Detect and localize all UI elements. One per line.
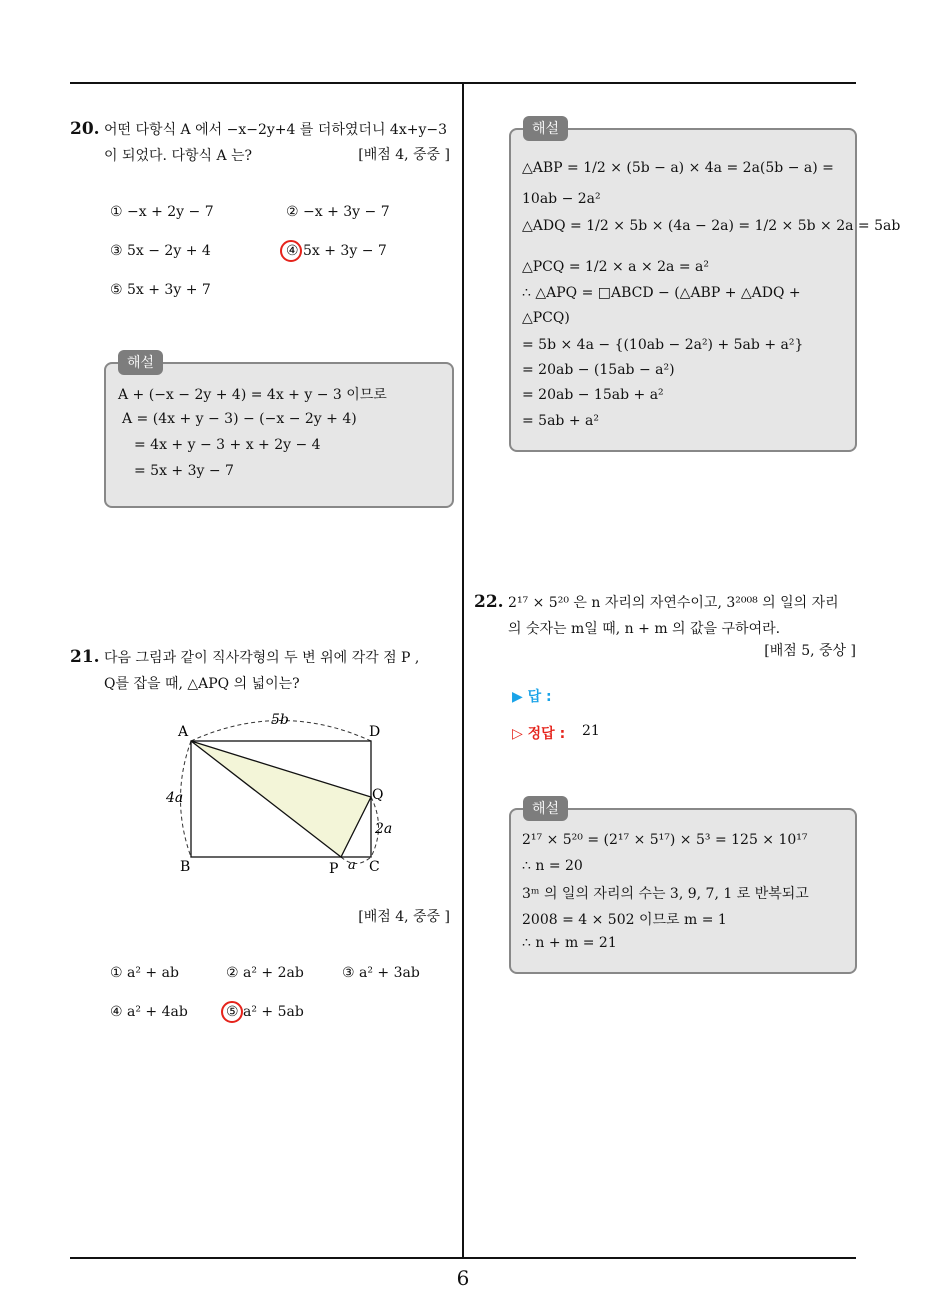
label-right-length: 2a — [375, 821, 393, 837]
label-q: Q — [372, 787, 384, 803]
q21-number: 21. — [70, 647, 100, 667]
q22-line1: 2¹⁷ × 5²⁰ 은 n 자리의 자연수이고, 3²⁰⁰⁸ 의 일의 자리 — [508, 595, 839, 611]
q21-solution-line: △ABP = 1/2 × (5b − a) × 4a = 2a(5b − a) = — [522, 160, 834, 176]
q21-choice-4[interactable]: ④ a² + 4ab — [110, 1004, 188, 1020]
q20-solution-line: = 4x + y − 3 + x + 2y − 4 — [134, 437, 321, 453]
q22-line2: 의 숫자는 m일 때, n + m 의 값을 구하여라. — [508, 621, 781, 637]
label-top-length: 5b — [271, 712, 289, 728]
label-left-length: 4a — [166, 790, 184, 806]
q22-solution-line: ∴ n = 20 — [522, 858, 583, 874]
q20-solution-line: A = (4x + y − 3) − (−x − 2y + 4) — [122, 411, 357, 427]
q20-solution-line: A + (−x − 2y + 4) = 4x + y − 3 이므로 — [118, 387, 387, 403]
q22-solution-line: ∴ n + m = 21 — [522, 935, 617, 951]
q21-line2: Q를 잡을 때, △APQ 의 넓이는? — [104, 676, 300, 692]
q20-choice-5[interactable]: ⑤ 5x + 3y + 7 — [110, 282, 211, 298]
q20-choice-1[interactable]: ① −x + 2y − 7 — [110, 204, 214, 220]
q21-solution-line: 10ab − 2a² — [522, 191, 601, 207]
q20-choice-4[interactable]: ④ 5x + 3y − 7 — [286, 243, 387, 259]
q21-figure — [160, 706, 393, 886]
q21-solution-line: = 20ab − 15ab + a² — [522, 387, 664, 403]
bottom-rule — [70, 1257, 856, 1259]
q20-choice-3[interactable]: ③ 5x − 2y + 4 — [110, 243, 211, 259]
q20-solution-line: = 5x + 3y − 7 — [134, 463, 234, 479]
q21-choice-2[interactable]: ② a² + 2ab — [226, 965, 304, 981]
q20-solution-tag: 해설 — [118, 350, 163, 375]
arc-bottom — [341, 857, 371, 864]
q22-text — [474, 589, 864, 642]
q21-solution-line: △PCQ) — [522, 310, 570, 326]
q21-text — [70, 644, 460, 697]
label-bottom-length: a — [348, 858, 356, 873]
q21-meta: [배점 4, 중중 ] — [358, 909, 450, 925]
q22-solution-line: 2¹⁷ × 5²⁰ = (2¹⁷ × 5¹⁷) × 5³ = 125 × 10¹⁷ — [522, 832, 808, 848]
label-a: A — [178, 724, 189, 740]
q22-answer-label: ▶ 답 : — [512, 689, 552, 705]
q21-solution-line: = 20ab − (15ab − a²) — [522, 362, 675, 378]
q21-line1: 다음 그림과 같이 직사각형의 두 변 위에 각각 점 P , — [104, 650, 420, 666]
q22-correct-label: ▷ 정답 : — [512, 726, 566, 742]
q21-choice-5[interactable]: ⑤ a² + 5ab — [226, 1004, 304, 1020]
q20-answer-circle-mark — [280, 240, 302, 262]
q22-solution-line: 3ᵐ 의 일의 자리의 수는 3, 9, 7, 1 로 반복되고 — [522, 886, 809, 902]
q21-answer-circle-mark — [221, 1001, 243, 1023]
label-c: C — [369, 859, 380, 875]
q20-line1: 어떤 다항식 A 에서 −x−2y+4 를 더하였더니 4x+y−3 — [104, 122, 447, 138]
page-number: 6 — [456, 1266, 470, 1290]
q22-solution-line: 2008 = 4 × 502 이므로 m = 1 — [522, 912, 727, 928]
q20-line2: 이 되었다. 다항식 A 는? — [104, 148, 253, 164]
q21-solution-line: ∴ △APQ = □ABCD − (△ABP + △ADQ + — [522, 285, 801, 301]
q20-choice-2[interactable]: ② −x + 3y − 7 — [286, 204, 390, 220]
column-divider — [462, 84, 464, 1259]
label-b: B — [180, 859, 191, 875]
q22-solution-tag: 해설 — [523, 796, 568, 821]
q21-choice-1[interactable]: ① a² + ab — [110, 965, 179, 981]
q21-solution-line: △PCQ = 1/2 × a × 2a = a² — [522, 259, 709, 275]
label-d: D — [369, 724, 381, 740]
q22-answer-field[interactable] — [580, 684, 840, 706]
q21-solution-line: = 5ab + a² — [522, 413, 599, 429]
q22-meta: [배점 5, 중상 ] — [764, 643, 856, 659]
q21-choice-3[interactable]: ③ a² + 3ab — [342, 965, 420, 981]
label-p: P — [329, 861, 339, 877]
q20-number: 20. — [70, 119, 100, 139]
triangle-apq — [191, 741, 371, 857]
q21-solution-line: = 5b × 4a − {(10ab − 2a²) + 5ab + a²} — [522, 337, 804, 353]
q21-solution-line: △ADQ = 1/2 × 5b × (4a − 2a) = 1/2 × 5b × 2a = 5ab — [522, 218, 901, 234]
q22-correct-value: 21 — [582, 723, 600, 739]
q21-solution-tag: 해설 — [523, 116, 568, 141]
q22-number: 22. — [474, 592, 504, 612]
q20-meta: [배점 4, 중중 ] — [358, 147, 450, 163]
